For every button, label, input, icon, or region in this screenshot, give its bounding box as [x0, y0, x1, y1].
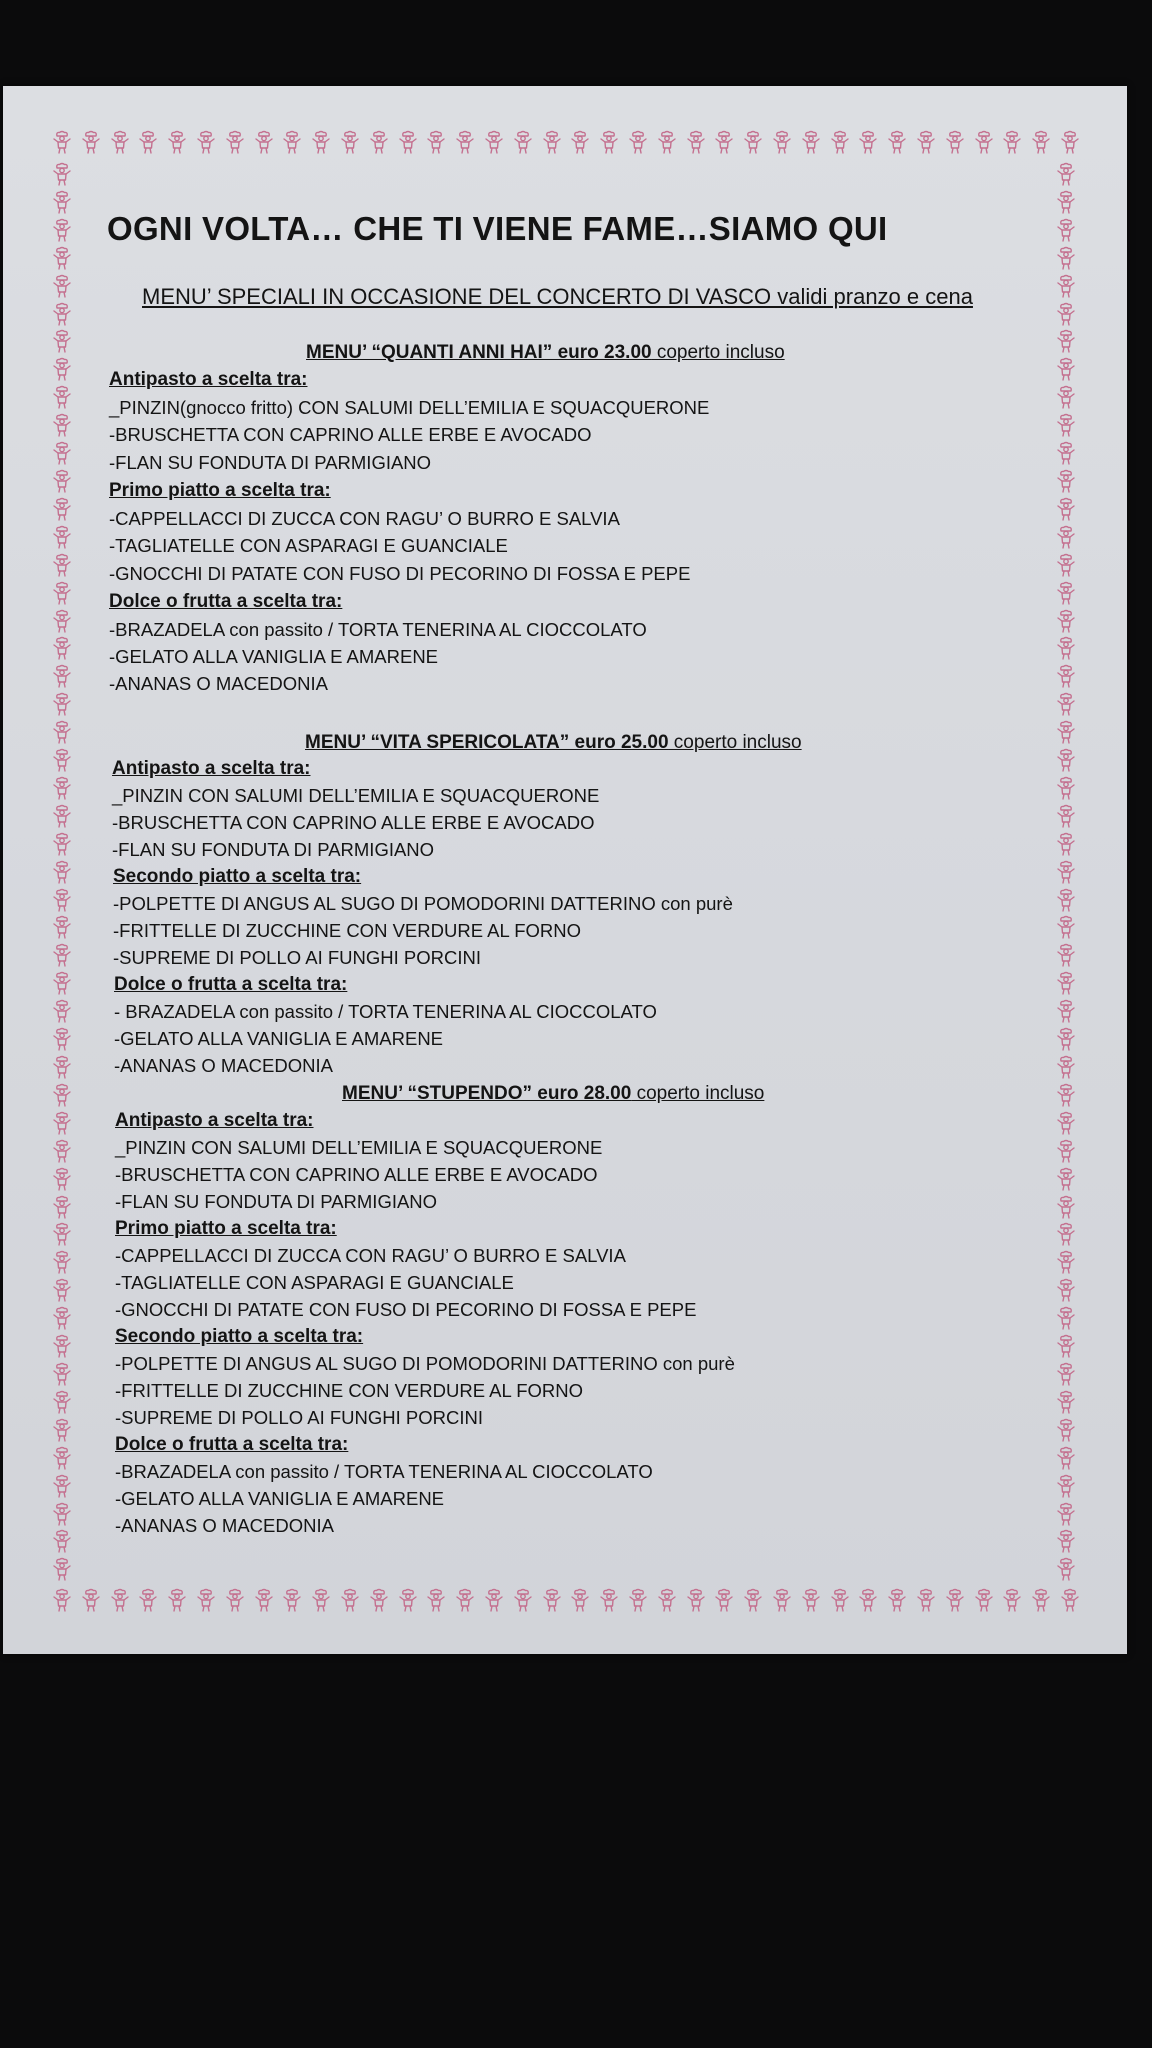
- section-heading-antipasto: Antipasto a scelta tra:: [115, 1110, 314, 1131]
- menu-item: - BRAZADELA con passito / TORTA TENERINA AL CIOCCOLATO: [114, 1001, 657, 1022]
- menu-item: -TAGLIATELLE CON ASPARAGI E GUANCIALE: [115, 1272, 514, 1293]
- section-heading-dolce: Dolce o frutta a scelta tra:: [114, 974, 348, 995]
- menu-item: _PINZIN CON SALUMI DELL’EMILIA E SQUACQUERONE: [112, 785, 600, 806]
- section-heading-secondo: Secondo piatto a scelta tra:: [115, 1326, 364, 1347]
- menu-suffix: coperto incluso: [668, 732, 802, 753]
- menu-item: -GELATO ALLA VANIGLIA E AMARENE: [109, 646, 439, 667]
- menu-item: -SUPREME DI POLLO AI FUNGHI PORCINI: [113, 947, 482, 968]
- page-subtitle: MENU’ SPECIALI IN OCCASIONE DEL CONCERTO DI VASCO validi pranzo e cena: [142, 284, 973, 309]
- menu-item: -GELATO ALLA VANIGLIA E AMARENE: [115, 1488, 445, 1509]
- menu-item: -FRITTELLE DI ZUCCHINE CON VERDURE AL FORNO: [115, 1380, 584, 1401]
- menu-suffix: coperto incluso: [651, 342, 785, 363]
- menu-item: -SUPREME DI POLLO AI FUNGHI PORCINI: [115, 1407, 484, 1428]
- menu-item: -CAPPELLACCI DI ZUCCA CON RAGU’ O BURRO E SALVIA: [115, 1245, 626, 1266]
- menu-item: -ANANAS O MACEDONIA: [115, 1515, 334, 1536]
- menu-item: -BRUSCHETTA CON CAPRINO ALLE ERBE E AVOCADO: [112, 812, 595, 833]
- section-heading-dolce: Dolce o frutta a scelta tra:: [109, 591, 343, 612]
- menu-item: -BRAZADELA con passito / TORTA TENERINA AL CIOCCOLATO: [115, 1461, 653, 1482]
- menu-item: -TAGLIATELLE CON ASPARAGI E GUANCIALE: [109, 535, 508, 556]
- section-heading-dolce: Dolce o frutta a scelta tra:: [115, 1434, 349, 1455]
- menu-heading-vita-spericolata: [305, 732, 802, 754]
- menu-item: -GNOCCHI DI PATATE CON FUSO DI PECORINO DI FOSSA E PEPE: [115, 1299, 697, 1320]
- menu-item: -ANANAS O MACEDONIA: [114, 1055, 333, 1076]
- menu-item: -FLAN SU FONDUTA DI PARMIGIANO: [112, 839, 435, 860]
- menu-item: -FRITTELLE DI ZUCCHINE CON VERDURE AL FORNO: [113, 920, 582, 941]
- menu-item: -GELATO ALLA VANIGLIA E AMARENE: [114, 1028, 444, 1049]
- section-heading-antipasto: Antipasto a scelta tra:: [109, 369, 308, 390]
- menu-item: -FLAN SU FONDUTA DI PARMIGIANO: [115, 1191, 438, 1212]
- menu-item: _PINZIN(gnocco fritto) CON SALUMI DELL’EMILIA E SQUACQUERONE: [109, 397, 710, 418]
- section-heading-antipasto: Antipasto a scelta tra:: [112, 758, 311, 779]
- menu-item: -CAPPELLACCI DI ZUCCA CON RAGU’ O BURRO E SALVIA: [109, 508, 620, 529]
- menu-item: -FLAN SU FONDUTA DI PARMIGIANO: [109, 452, 432, 473]
- menu-heading-stupendo: [342, 1083, 764, 1105]
- menu-item: -BRUSCHETTA CON CAPRINO ALLE ERBE E AVOCADO: [115, 1164, 598, 1185]
- menu-heading-quanti-anni-hai: [306, 342, 785, 364]
- section-heading-primo: Primo piatto a scelta tra:: [109, 480, 331, 501]
- menu-name: MENU’ “VITA SPERICOLATA” euro 25.00: [305, 732, 669, 753]
- page-title: OGNI VOLTA… CHE TI VIENE FAME…SIAMO QUI: [107, 210, 888, 247]
- menu-name: MENU’ “QUANTI ANNI HAI” euro 23.00: [306, 342, 652, 363]
- section-heading-primo: Primo piatto a scelta tra:: [115, 1218, 337, 1239]
- section-heading-secondo: Secondo piatto a scelta tra:: [113, 866, 362, 887]
- menu-item: -POLPETTE DI ANGUS AL SUGO DI POMODORINI DATTERINO con purè: [115, 1353, 735, 1374]
- menu-item: -ANANAS O MACEDONIA: [109, 673, 328, 694]
- menu-item: -BRUSCHETTA CON CAPRINO ALLE ERBE E AVOCADO: [109, 424, 592, 445]
- menu-item: -BRAZADELA con passito / TORTA TENERINA AL CIOCCOLATO: [109, 619, 647, 640]
- menu-item: -POLPETTE DI ANGUS AL SUGO DI POMODORINI DATTERINO con purè: [113, 893, 733, 914]
- menu-item: -GNOCCHI DI PATATE CON FUSO DI PECORINO DI FOSSA E PEPE: [109, 563, 691, 584]
- menu-name: MENU’ “STUPENDO” euro 28.00: [342, 1083, 632, 1104]
- menu-suffix: coperto incluso: [631, 1083, 765, 1104]
- menu-item: _PINZIN CON SALUMI DELL’EMILIA E SQUACQUERONE: [115, 1137, 603, 1158]
